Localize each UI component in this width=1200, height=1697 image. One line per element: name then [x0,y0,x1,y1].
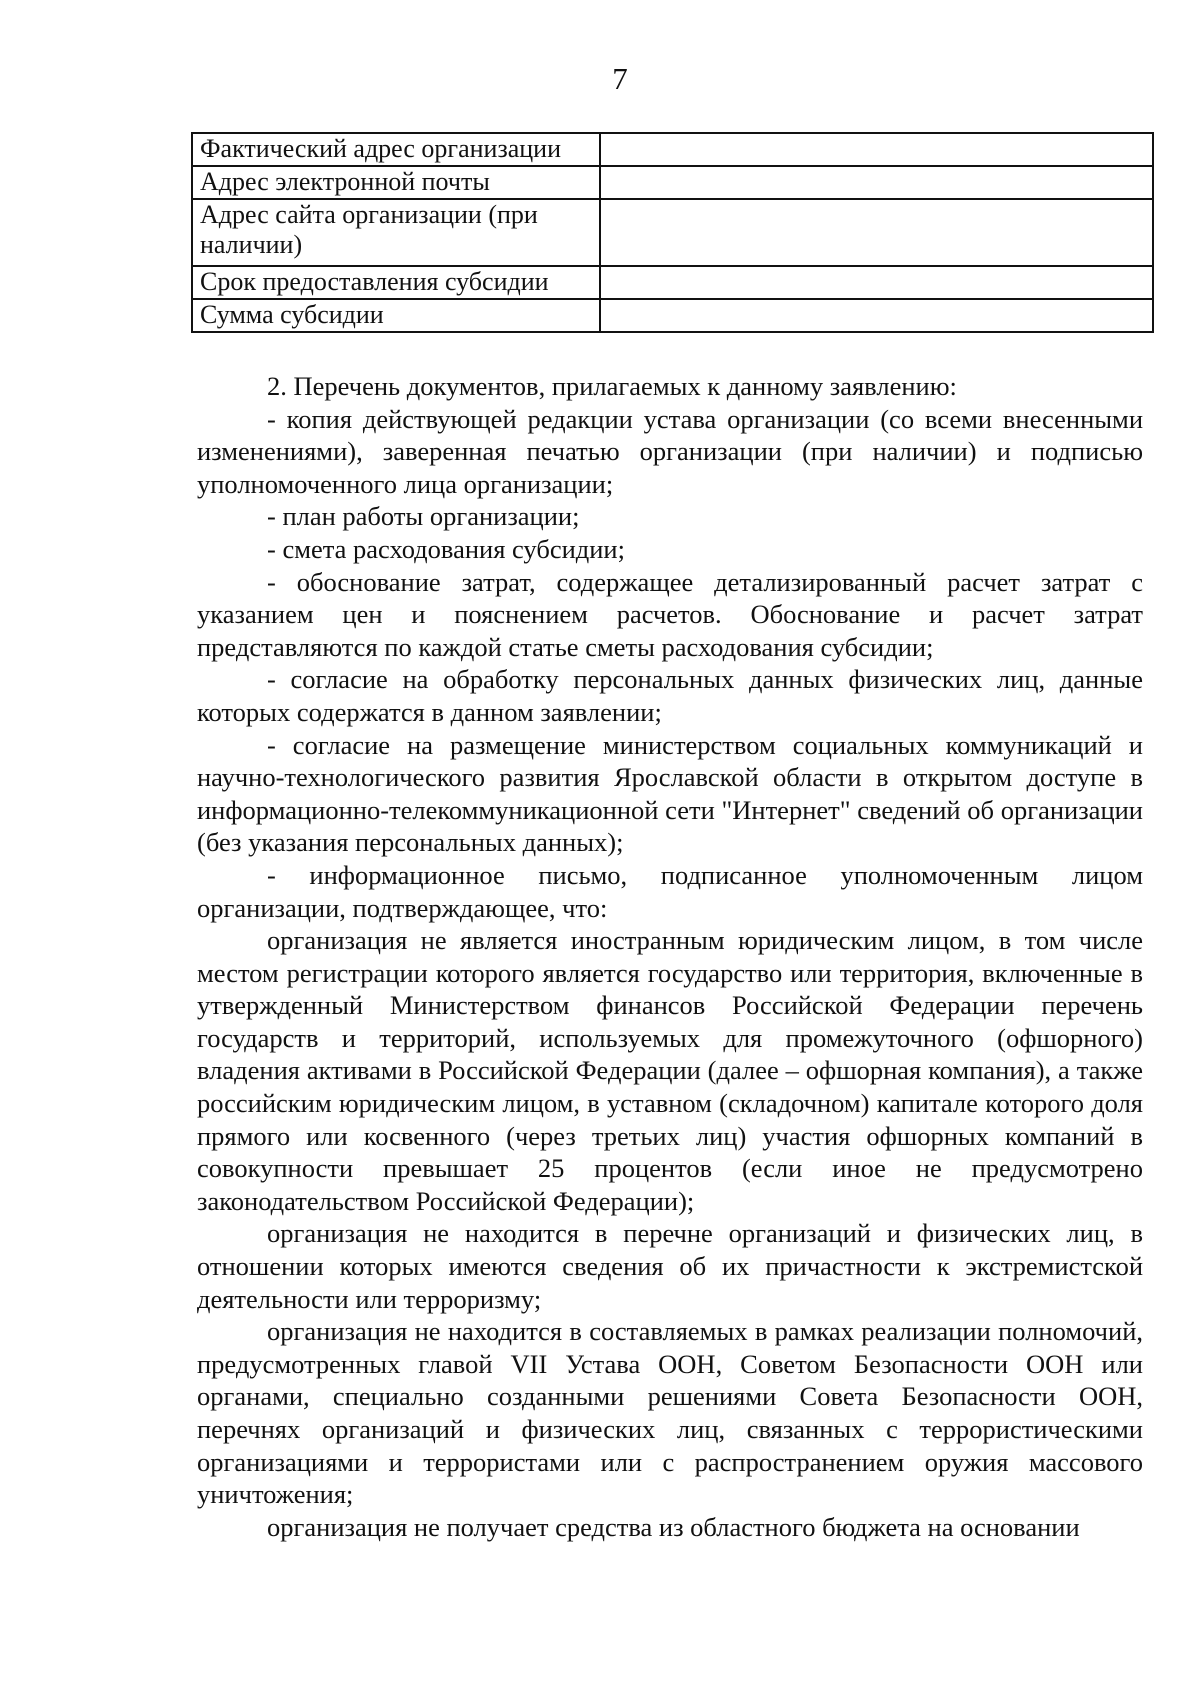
table-row-label: Адрес электронной почты [192,166,600,199]
paragraph: организация не находится в перечне организаций и физических лиц, в отношении которых имеются сведения об их причастности к экстремистской деятельности или терроризму; [197,1218,1143,1314]
organization-info-table [191,132,1154,333]
paragraph: - согласие на размещение министерством социальных коммуникаций и научно-технологического развития Ярославской области в открытом доступе в информационно-телекоммуникационной сети "Интернет" сведений об организации (без указания персональных данных); [197,729,1143,858]
paragraph: - согласие на обработку персональных данных физических лиц, данные которых содержатся в данном заявлении; [197,664,1143,727]
table-row-label: Фактический адрес организации [192,133,600,166]
table-row-value [600,299,1153,332]
paragraph: - обоснование затрат, содержащее детализированный расчет затрат с указанием цен и пояснением расчетов. Обоснование и расчет затрат представляются по каждой статье сметы расходования субсидии; [197,566,1143,662]
table-row [192,299,1153,332]
page-number: 7 [612,61,628,96]
table-row-value [600,133,1153,166]
paragraph: - смета расходования субсидии; [267,533,625,564]
table-row [192,266,1153,299]
paragraph: - информационное письмо, подписанное уполномоченным лицом организации, подтверждающее, что: [197,859,1143,923]
table-row-value [600,266,1153,299]
table-row-label: Сумма субсидии [192,299,600,332]
paragraph: организация не находится в составляемых в рамках реализации полномочий, предусмотренных главой VII Устава ООН, Советом Безопасности ООН или органами, специально созданными решениями Совета Безопасности ООН, перечнях организаций и физических лиц, связанных с террористическими организациями и террористами или с распространением оружия массового уничтожения; [197,1316,1143,1510]
paragraph: - копия действующей редакции устава организации (со всеми внесенными изменениями), заверенная печатью организации (при наличии) и подписью уполномоченного лица организации; [197,403,1143,499]
table-row-label: Адрес сайта организации (при наличии) [192,199,600,266]
paragraph: - план работы организации; [267,501,580,532]
table-row [192,199,1153,266]
paragraph: организация не является иностранным юридическим лицом, в том числе местом регистрации которого является государство или территория, включенные в утвержденный Министерством финансов Российской Федерации перечень государств и территорий, используемых для промежуточного (офшорного) владения активами в Российской Федерации (далее – офшорная компания), а также российским юридическим лицом, в уставном (складочном) капитале которого доля прямого или косвенного (через третьих лиц) участия офшорных компаний в совокупности превышает 25 процентов (если иное не предусмотрено законодательством Российской Федерации); [197,925,1143,1216]
table-row-value [600,166,1153,199]
table-row [192,166,1153,199]
document-body [197,370,1143,1543]
paragraph: организация не получает средства из областного бюджета на основании [267,1511,1080,1542]
table-row-value [600,199,1153,266]
table-row [192,133,1153,166]
paragraph-heading: 2. Перечень документов, прилагаемых к данному заявлению: [267,371,957,401]
table-row-label: Срок предоставления субсидии [192,266,600,299]
